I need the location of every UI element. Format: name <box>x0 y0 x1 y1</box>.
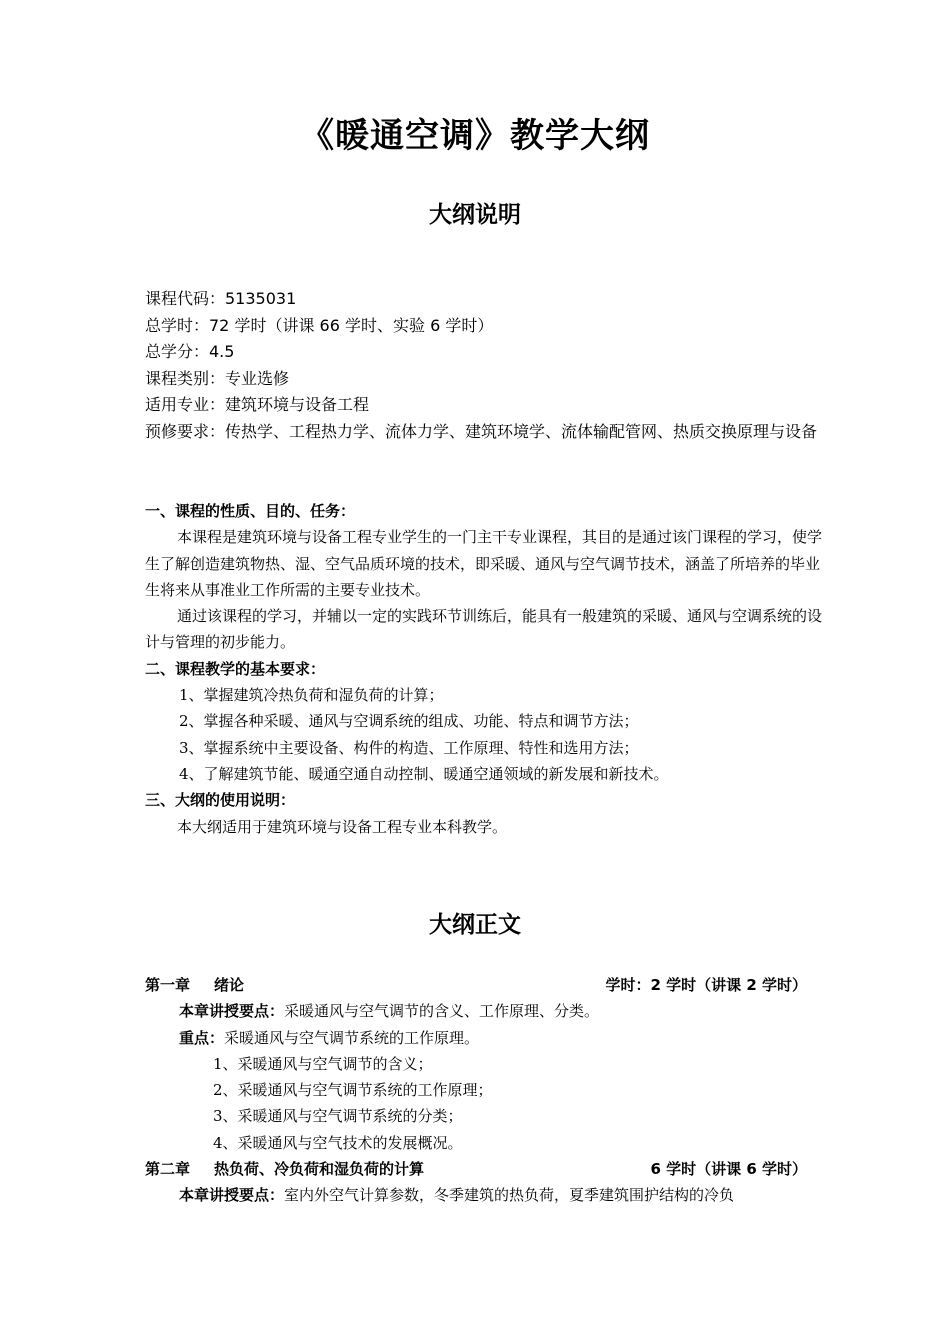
requirement-item: 1、掌握建筑冷热负荷和湿负荷的计算； <box>179 686 444 705</box>
outline-main-body <box>145 972 825 1209</box>
section-title-outline-notes: 大纲说明 <box>429 202 521 228</box>
chapter2-hours: 6 学时（讲课 6 学时） <box>650 1160 807 1179</box>
chapter2-heading <box>145 1156 825 1182</box>
focus-label: 重点： <box>179 1028 225 1047</box>
key-points-text: 室内外空气计算参数，冬季建筑的热负荷，夏季建筑围护结构的冷负 <box>284 1186 735 1205</box>
part2-heading: 二、课程教学的基本要求： <box>145 659 326 678</box>
chapter1-item: 4、采暖通风与空气技术的发展概况。 <box>213 1133 463 1152</box>
part3-heading: 三、大纲的使用说明： <box>145 791 296 810</box>
requirement-item: 2、掌握各种采暖、通风与空调系统的组成、功能、特点和调节方法； <box>179 712 639 731</box>
chapter1-focus <box>145 1025 825 1051</box>
key-points-label: 本章讲授要点： <box>179 1002 285 1021</box>
section-title-outline-body: 大纲正文 <box>429 912 521 938</box>
document-title: 《暖通空调》教学大纲 <box>300 116 650 156</box>
chapter1-heading <box>145 972 825 998</box>
chapter1-item: 1、采暖通风与空气调节的含义； <box>213 1054 433 1073</box>
chapter2-number: 第二章 <box>145 1160 191 1179</box>
course-hours: 总学时：72 学时（讲课 66 学时、实验 6 学时） <box>145 315 494 335</box>
course-code: 课程代码：5135031 <box>145 289 297 308</box>
outline-notes-body <box>145 498 825 840</box>
key-points-label: 本章讲授要点： <box>179 1186 285 1205</box>
chapter1-name: 绪论 <box>214 976 245 994</box>
key-points-text: 采暖通风与空气调节的含义、工作原理、分类。 <box>284 1002 600 1021</box>
part3-paragraph: 本大纲适用于建筑环境与设备工程专业本科教学。 <box>177 817 508 836</box>
requirement-item: 3、掌握系统中主要设备、构件的构造、工作原理、特性和选用方法； <box>179 738 639 757</box>
course-credits: 总学分：4.5 <box>145 342 235 361</box>
focus-text: 采暖通风与空气调节系统的工作原理。 <box>224 1028 480 1047</box>
chapter2-key-points <box>145 1182 825 1208</box>
chapter1-item: 3、采暖通风与空气调节系统的分类； <box>213 1107 463 1126</box>
part1-paragraph-1: 本课程是建筑环境与设备工程专业学生的一门主干专业课程，其目的是通过该门课程的学习，使学生了解创造建筑物热、湿、空气品质环境的技术，即采暖、通风与空气调节技术，涵盖了所培养的毕业生将来从事准业工作所需的主要专业技术。 <box>145 528 823 599</box>
chapter2-name: 热负荷、冷负荷和湿负荷的计算 <box>214 1160 425 1179</box>
course-meta <box>145 286 825 445</box>
course-prerequisites: 预修要求：传热学、工程热力学、流体力学、建筑环境学、流体输配管网、热质交换原理与设备 <box>145 421 818 441</box>
part1-paragraph-2: 通过该课程的学习，并辅以一定的实践环节训练后，能具有一般建筑的采暖、通风与空调系统的设计与管理的初步能力。 <box>145 607 823 652</box>
chapter1-key-points <box>145 998 825 1024</box>
course-major: 适用专业：建筑环境与设备工程 <box>145 395 370 414</box>
chapter1-hours: 学时：2 学时（讲课 2 学时） <box>605 976 807 994</box>
requirement-item: 4、了解建筑节能、暖通空通自动控制、暖通空通领域的新发展和新技术。 <box>179 764 669 783</box>
course-category: 课程类别：专业选修 <box>145 368 290 388</box>
part1-heading: 一、课程的性质、目的、任务： <box>145 502 356 520</box>
chapter1-item: 2、采暖通风与空气调节系统的工作原理； <box>213 1081 493 1100</box>
chapter1-number: 第一章 <box>145 976 191 994</box>
